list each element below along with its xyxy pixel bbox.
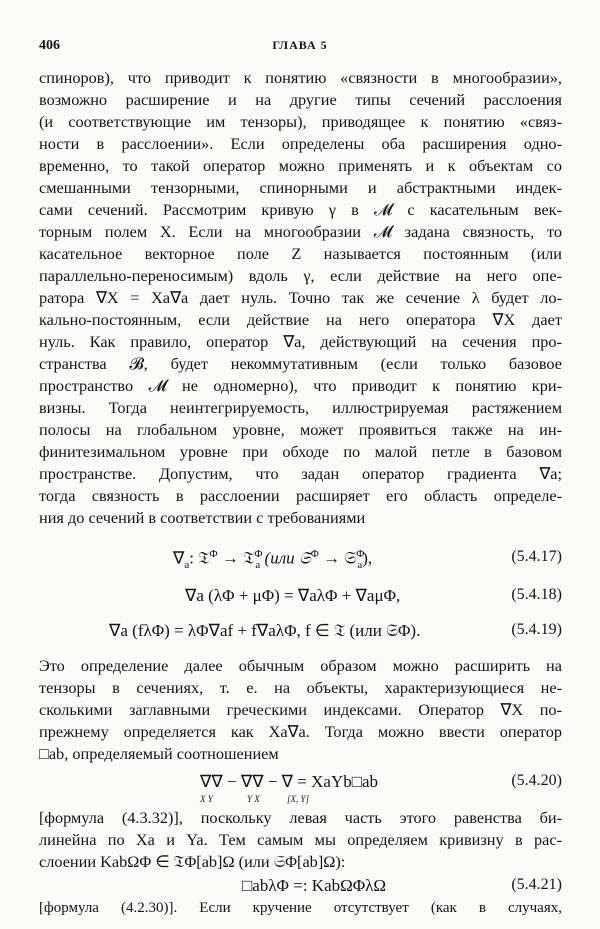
- text-line: нуль. Как правило, оператор ∇a, действующий на сечения про-: [39, 332, 562, 351]
- text-line: пространство 𝓜 не одномерно), что приводит к понятию кри-: [39, 376, 562, 395]
- text-line: визны. Тогда неинтегрируемость, иллюстрируемая растяжением: [39, 398, 562, 417]
- text-line: касательное векторное поле Z называется постоянным (или: [39, 244, 562, 263]
- text-line: торным полем X. Если на многообразии 𝓜 задана связность, то: [39, 222, 562, 241]
- text-line: сколькими заглавными греческими индексами. Оператор ∇X по-: [39, 700, 562, 719]
- text-line: прежнему определяется как Xa∇a. Тогда можно ввести оператор: [39, 722, 562, 741]
- text-line: линейна по Xa и Ya. Тем самым мы определяем кривизну в рас-: [39, 830, 562, 849]
- chapter-title: ГЛАВА 5: [272, 38, 328, 52]
- text-line: Это определение далее обычным образом можно расширить на: [39, 656, 562, 675]
- equation-number: (5.4.19): [511, 621, 562, 638]
- equation-body: ∇a (fλΦ) = λΦ∇af + f∇aλΦ, f ∈ 𝔗 (или 𝔖Φ).: [109, 621, 421, 640]
- equation-body: ∇a (λΦ + μΦ) = ∇aλΦ + ∇aμΦ,: [185, 586, 401, 605]
- equation-body: $\nabla_a$: 𝔗$^\Phi$ → 𝔗$^\Phi_a$ (или 𝔖$^\Phi$ → 𝔖$^\Phi_a$),: [173, 548, 373, 572]
- text-line: ратора ∇X = Xa∇a дает нуль. Точно так же сечение λ будет ло-: [39, 288, 562, 307]
- text-line: возможно расширение и на другие типы сечений расслоения: [39, 90, 562, 109]
- text-line: слоении KabΩΦ ∈ 𝔗Φ[ab]Ω (или 𝔖Φ[ab]Ω):: [39, 852, 346, 871]
- equation-body: □abλΦ =: KabΩΦλΩ: [242, 876, 387, 895]
- equation-number: (5.4.20): [511, 772, 562, 789]
- text-line: тензоры в сечениях, т. е. на объекты, характеризующиеся не-: [39, 678, 562, 697]
- text-line: тогда связность в расслоении расширяет его область определе-: [39, 486, 562, 505]
- text-line: финитезимальном уровне при обходе по малой петле в базовом: [39, 442, 562, 461]
- text-line: пространстве. Допустим, что задан оператор градиента ∇a;: [39, 464, 562, 483]
- text-line: странства 𝓑, будет некоммутативным (если только базовое: [39, 354, 562, 373]
- text-line: спиноров), что приводит к понятию «связности в многообразии»,: [39, 68, 562, 87]
- text-line: (и соответствующие им тензоры), приводящее к понятию «связ-: [39, 112, 562, 131]
- equation-subscript: Y X: [247, 794, 260, 804]
- equation-number: (5.4.21): [511, 876, 562, 893]
- equation-subscript: [X, Y]: [287, 794, 310, 804]
- text-line: [формула (4.2.30)]. Если кручение отсутствует (как в случаях,: [39, 900, 562, 916]
- text-line: кально-постоянным, если действие на него оператора ∇X дает: [39, 310, 562, 329]
- text-line: ности в расслоении». Если определены оба расширения одно-: [39, 134, 562, 153]
- page-header: [39, 38, 561, 58]
- equation-body: ∇∇ − ∇∇ − ∇ = XaYb□ab: [200, 772, 379, 791]
- text-line: смешанными тензорными, спинорными и абстрактными индек-: [39, 178, 562, 197]
- equation-number: (5.4.17): [511, 548, 562, 565]
- text-line: полосы на глобальном уровне, может проявиться также на ин-: [39, 420, 562, 439]
- text-line: сами сечений. Рассмотрим кривую γ в 𝓜 с касательным век-: [39, 200, 562, 219]
- equation-5-4-20: [39, 772, 562, 806]
- equation-subscript: X Y: [200, 794, 213, 804]
- text-line: ния до сечений в соответствии с требованиями: [39, 508, 366, 527]
- equation-number: (5.4.18): [511, 586, 562, 603]
- text-line: временно, то такой оператор можно применять и к объектам со: [39, 156, 562, 175]
- page-number: 406: [39, 38, 60, 53]
- text-line: □ab, определяемый соотношением: [39, 744, 279, 763]
- text-line: [формула (4.3.32)], поскольку левая часть этого равенства би-: [39, 808, 562, 827]
- text-line: параллельно-переносимым) вдоль γ, если действие на него опе-: [39, 266, 562, 285]
